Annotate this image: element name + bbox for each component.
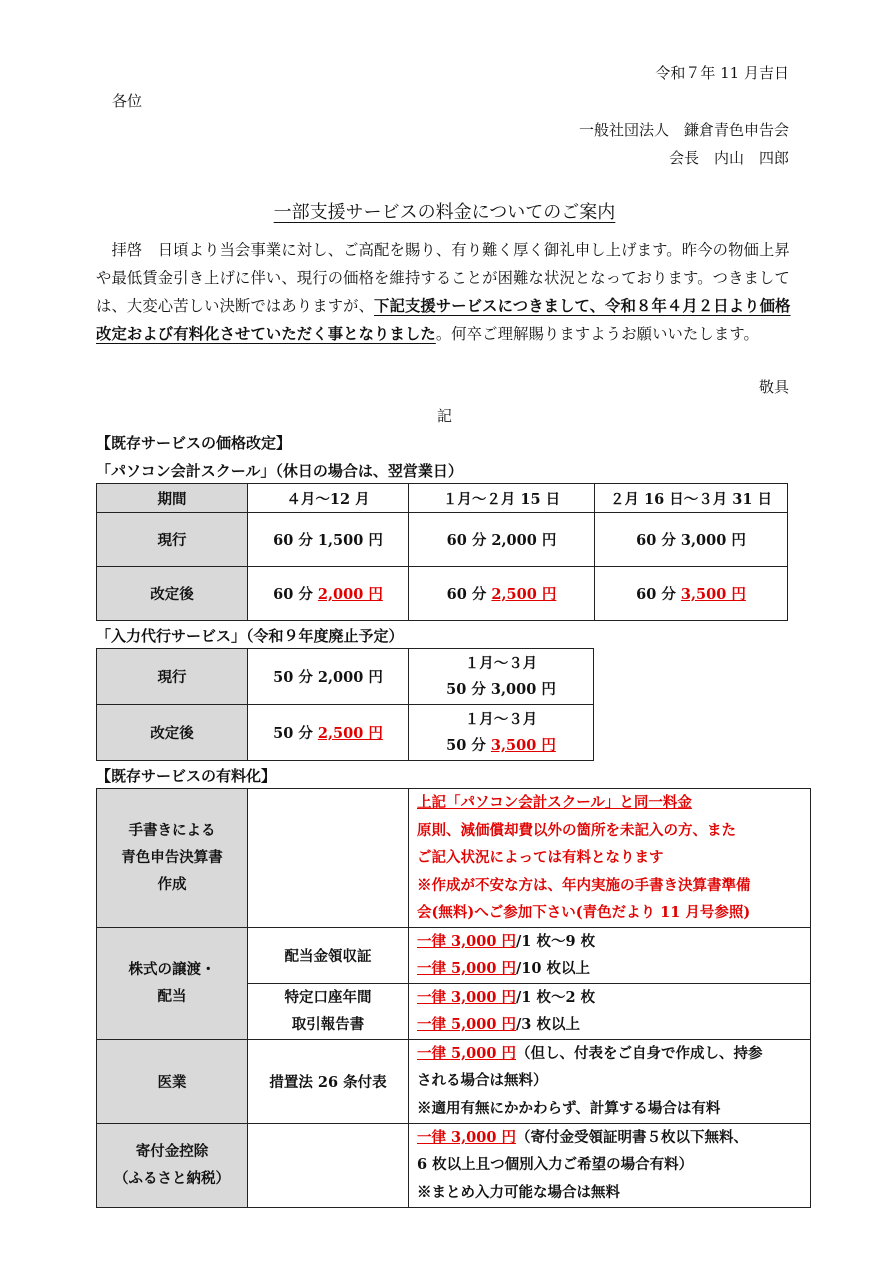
row-label: 現行 bbox=[97, 649, 248, 705]
sub-line: 取引報告書 bbox=[291, 1016, 365, 1033]
sub-cell: 配当金領収証 bbox=[248, 927, 409, 983]
new-price: 2,000 円 bbox=[317, 586, 383, 603]
label-line: （ふるさと納税） bbox=[114, 1170, 230, 1187]
detail-line bbox=[417, 1040, 810, 1068]
detail-line: ※まとめ入力可能な場合は無料 bbox=[417, 1183, 620, 1201]
input-service-title: 「入力代行サービス」（令和９年度廃止予定） bbox=[96, 627, 404, 645]
row-label bbox=[97, 927, 248, 1039]
header-cell: ２月 16 日～３月 31 日 bbox=[595, 484, 788, 513]
president: 会長 内山 四郎 bbox=[668, 149, 789, 167]
table-row bbox=[97, 567, 788, 621]
price-cell bbox=[409, 649, 594, 705]
price-text: 60 分 1,500 円 bbox=[273, 532, 383, 549]
price-text: 50 分 2,000 円 bbox=[273, 669, 383, 686]
detail-cell bbox=[409, 927, 811, 983]
document-title bbox=[0, 198, 889, 224]
ki-marker: 記 bbox=[436, 407, 452, 425]
table-row bbox=[97, 927, 811, 983]
table-row bbox=[97, 649, 594, 705]
new-price: 2,500 円 bbox=[317, 725, 383, 742]
title-text: 一部支援サービスの料金についてのご案内 bbox=[273, 202, 616, 223]
detail-line: 原則、減価償却費以外の箇所を未記入の方、また bbox=[417, 821, 736, 839]
sub-line: 特定口座年間 bbox=[284, 989, 372, 1006]
detail-line: 6 枚以上且つ個別入力ご希望の場合有料） bbox=[417, 1156, 694, 1174]
input-service-table bbox=[96, 648, 594, 761]
price-prefix: 50 分 bbox=[273, 725, 318, 742]
detail-line bbox=[417, 1011, 810, 1039]
row-label: 改定後 bbox=[97, 567, 248, 621]
label-line: 寄付金控除 bbox=[135, 1143, 209, 1160]
price-prefix: 60 分 bbox=[636, 586, 681, 603]
period-text: １月～３月 bbox=[464, 710, 538, 728]
fee-range: /3 枚以上 bbox=[516, 1016, 580, 1033]
label-line: 配当 bbox=[157, 988, 187, 1005]
detail-cell bbox=[409, 1039, 811, 1123]
table-row bbox=[97, 513, 788, 567]
row-label bbox=[97, 1123, 248, 1207]
body-paragraph bbox=[96, 236, 792, 348]
fee: 一律 5,000 円 bbox=[417, 1016, 517, 1033]
paid-services-table bbox=[96, 788, 811, 1208]
sub-cell bbox=[248, 1123, 409, 1207]
row-label bbox=[97, 789, 248, 928]
price-cell bbox=[595, 513, 788, 567]
price-cell bbox=[595, 567, 788, 621]
detail-cell bbox=[409, 1123, 811, 1207]
price-cell bbox=[248, 567, 409, 621]
table-row bbox=[97, 789, 811, 928]
new-price: 3,500 円 bbox=[490, 736, 556, 754]
detail-line: ※作成が不安な方は、年内実施の手書き決算書準備 bbox=[417, 876, 751, 894]
header-cell: ４月～12 月 bbox=[248, 484, 409, 513]
detail-line: される場合は無料） bbox=[417, 1072, 548, 1090]
label-line: 青色申告決算書 bbox=[121, 849, 223, 867]
label-line: 手書きによる bbox=[128, 822, 216, 840]
fee-range: /1 枚～2 枚 bbox=[516, 988, 596, 1006]
section-paid-heading: 【既存サービスの有料化】 bbox=[96, 767, 277, 785]
row-label: 現行 bbox=[97, 513, 248, 567]
price-cell bbox=[409, 513, 595, 567]
detail-line bbox=[417, 984, 810, 1012]
header-cell: 期間 bbox=[97, 484, 248, 513]
table-row bbox=[97, 705, 594, 761]
header-cell: １月～２月 15 日 bbox=[409, 484, 595, 513]
detail-line: 上記「パソコン会計スクール」と同一料金 bbox=[417, 794, 692, 811]
section-price-revision-heading: 【既存サービスの価格改定】 bbox=[96, 434, 292, 452]
detail-line: 会(無料)へご参加下さい(青色だより 11 月号参照) bbox=[417, 904, 751, 921]
sub-cell bbox=[248, 789, 409, 928]
table-header-row bbox=[97, 484, 788, 513]
price-text: 60 分 2,000 円 bbox=[446, 532, 557, 549]
fee: 一律 3,000 円 bbox=[417, 932, 517, 950]
date: 令和７年 11 月吉日 bbox=[655, 64, 789, 82]
fee-note: （寄付金受領証明書５枚以下無料、 bbox=[516, 1128, 749, 1146]
organization: 一般社団法人 鎌倉青色申告会 bbox=[578, 121, 789, 139]
school-price-table bbox=[96, 483, 788, 621]
fee-range: /10 枚以上 bbox=[516, 960, 591, 977]
closing: 敬具 bbox=[758, 378, 789, 396]
detail-cell bbox=[409, 789, 811, 928]
row-label: 医業 bbox=[97, 1039, 248, 1123]
detail-line bbox=[417, 955, 810, 983]
price-cell bbox=[248, 705, 409, 761]
price-cell bbox=[409, 567, 595, 621]
price-text: 60 分 3,000 円 bbox=[636, 532, 746, 549]
sub-cell: 措置法 26 条付表 bbox=[248, 1039, 409, 1123]
school-title: 「パソコン会計スクール」（休日の場合は、翌営業日） bbox=[96, 462, 463, 480]
label-line: 作成 bbox=[157, 876, 187, 894]
table-row bbox=[97, 1039, 811, 1123]
new-price: 3,500 円 bbox=[680, 586, 746, 603]
detail-line: ご記入状況によっては有料となります bbox=[417, 849, 664, 866]
price-prefix: 60 分 bbox=[446, 586, 492, 603]
price-text: 50 分 3,000 円 bbox=[446, 680, 556, 698]
body-text-before: 拝啓 日頃より当会事業に対し、ご高配を賜り、有り難く厚く御礼申し上げます。昨今の物価上昇や最低賃金引き上げに伴い、現行の価格を維持することが困難な状況となっております。つきましては、大変心苦しい決断ではありますが、 bbox=[96, 241, 790, 315]
period-text: １月～３月 bbox=[464, 654, 538, 672]
detail-cell bbox=[409, 983, 811, 1039]
body-text-after: 。何卒ご理解賜りますようお願いいたします。 bbox=[435, 325, 760, 343]
body-underlined: 下記支援サービスにつきまして、令和８年４月２日より価格改定および有料化させていただく事となりました bbox=[96, 297, 791, 343]
detail-line bbox=[417, 928, 810, 956]
price-cell bbox=[248, 649, 409, 705]
price-prefix: 60 分 bbox=[273, 586, 318, 603]
addressee: 各位 bbox=[112, 92, 143, 110]
fee: 一律 3,000 円 bbox=[417, 1128, 517, 1146]
fee: 一律 3,000 円 bbox=[417, 988, 517, 1006]
detail-line: ※適用有無にかかわらず、計算する場合は有料 bbox=[417, 1099, 721, 1117]
fee-range: /1 枚～9 枚 bbox=[516, 932, 596, 950]
price-cell bbox=[248, 513, 409, 567]
price-line bbox=[409, 733, 593, 759]
fee: 一律 5,000 円 bbox=[417, 1044, 517, 1062]
price-prefix: 50 分 bbox=[446, 736, 491, 754]
detail-line bbox=[417, 1124, 810, 1152]
fee: 一律 5,000 円 bbox=[417, 960, 517, 977]
fee-note: （但し、付表をご自身で作成し、持参 bbox=[516, 1044, 763, 1062]
price-cell bbox=[409, 705, 594, 761]
sub-cell bbox=[248, 983, 409, 1039]
label-line: 株式の譲渡・ bbox=[128, 961, 216, 978]
table-row bbox=[97, 1123, 811, 1207]
new-price: 2,500 円 bbox=[491, 586, 557, 603]
row-label: 改定後 bbox=[97, 705, 248, 761]
